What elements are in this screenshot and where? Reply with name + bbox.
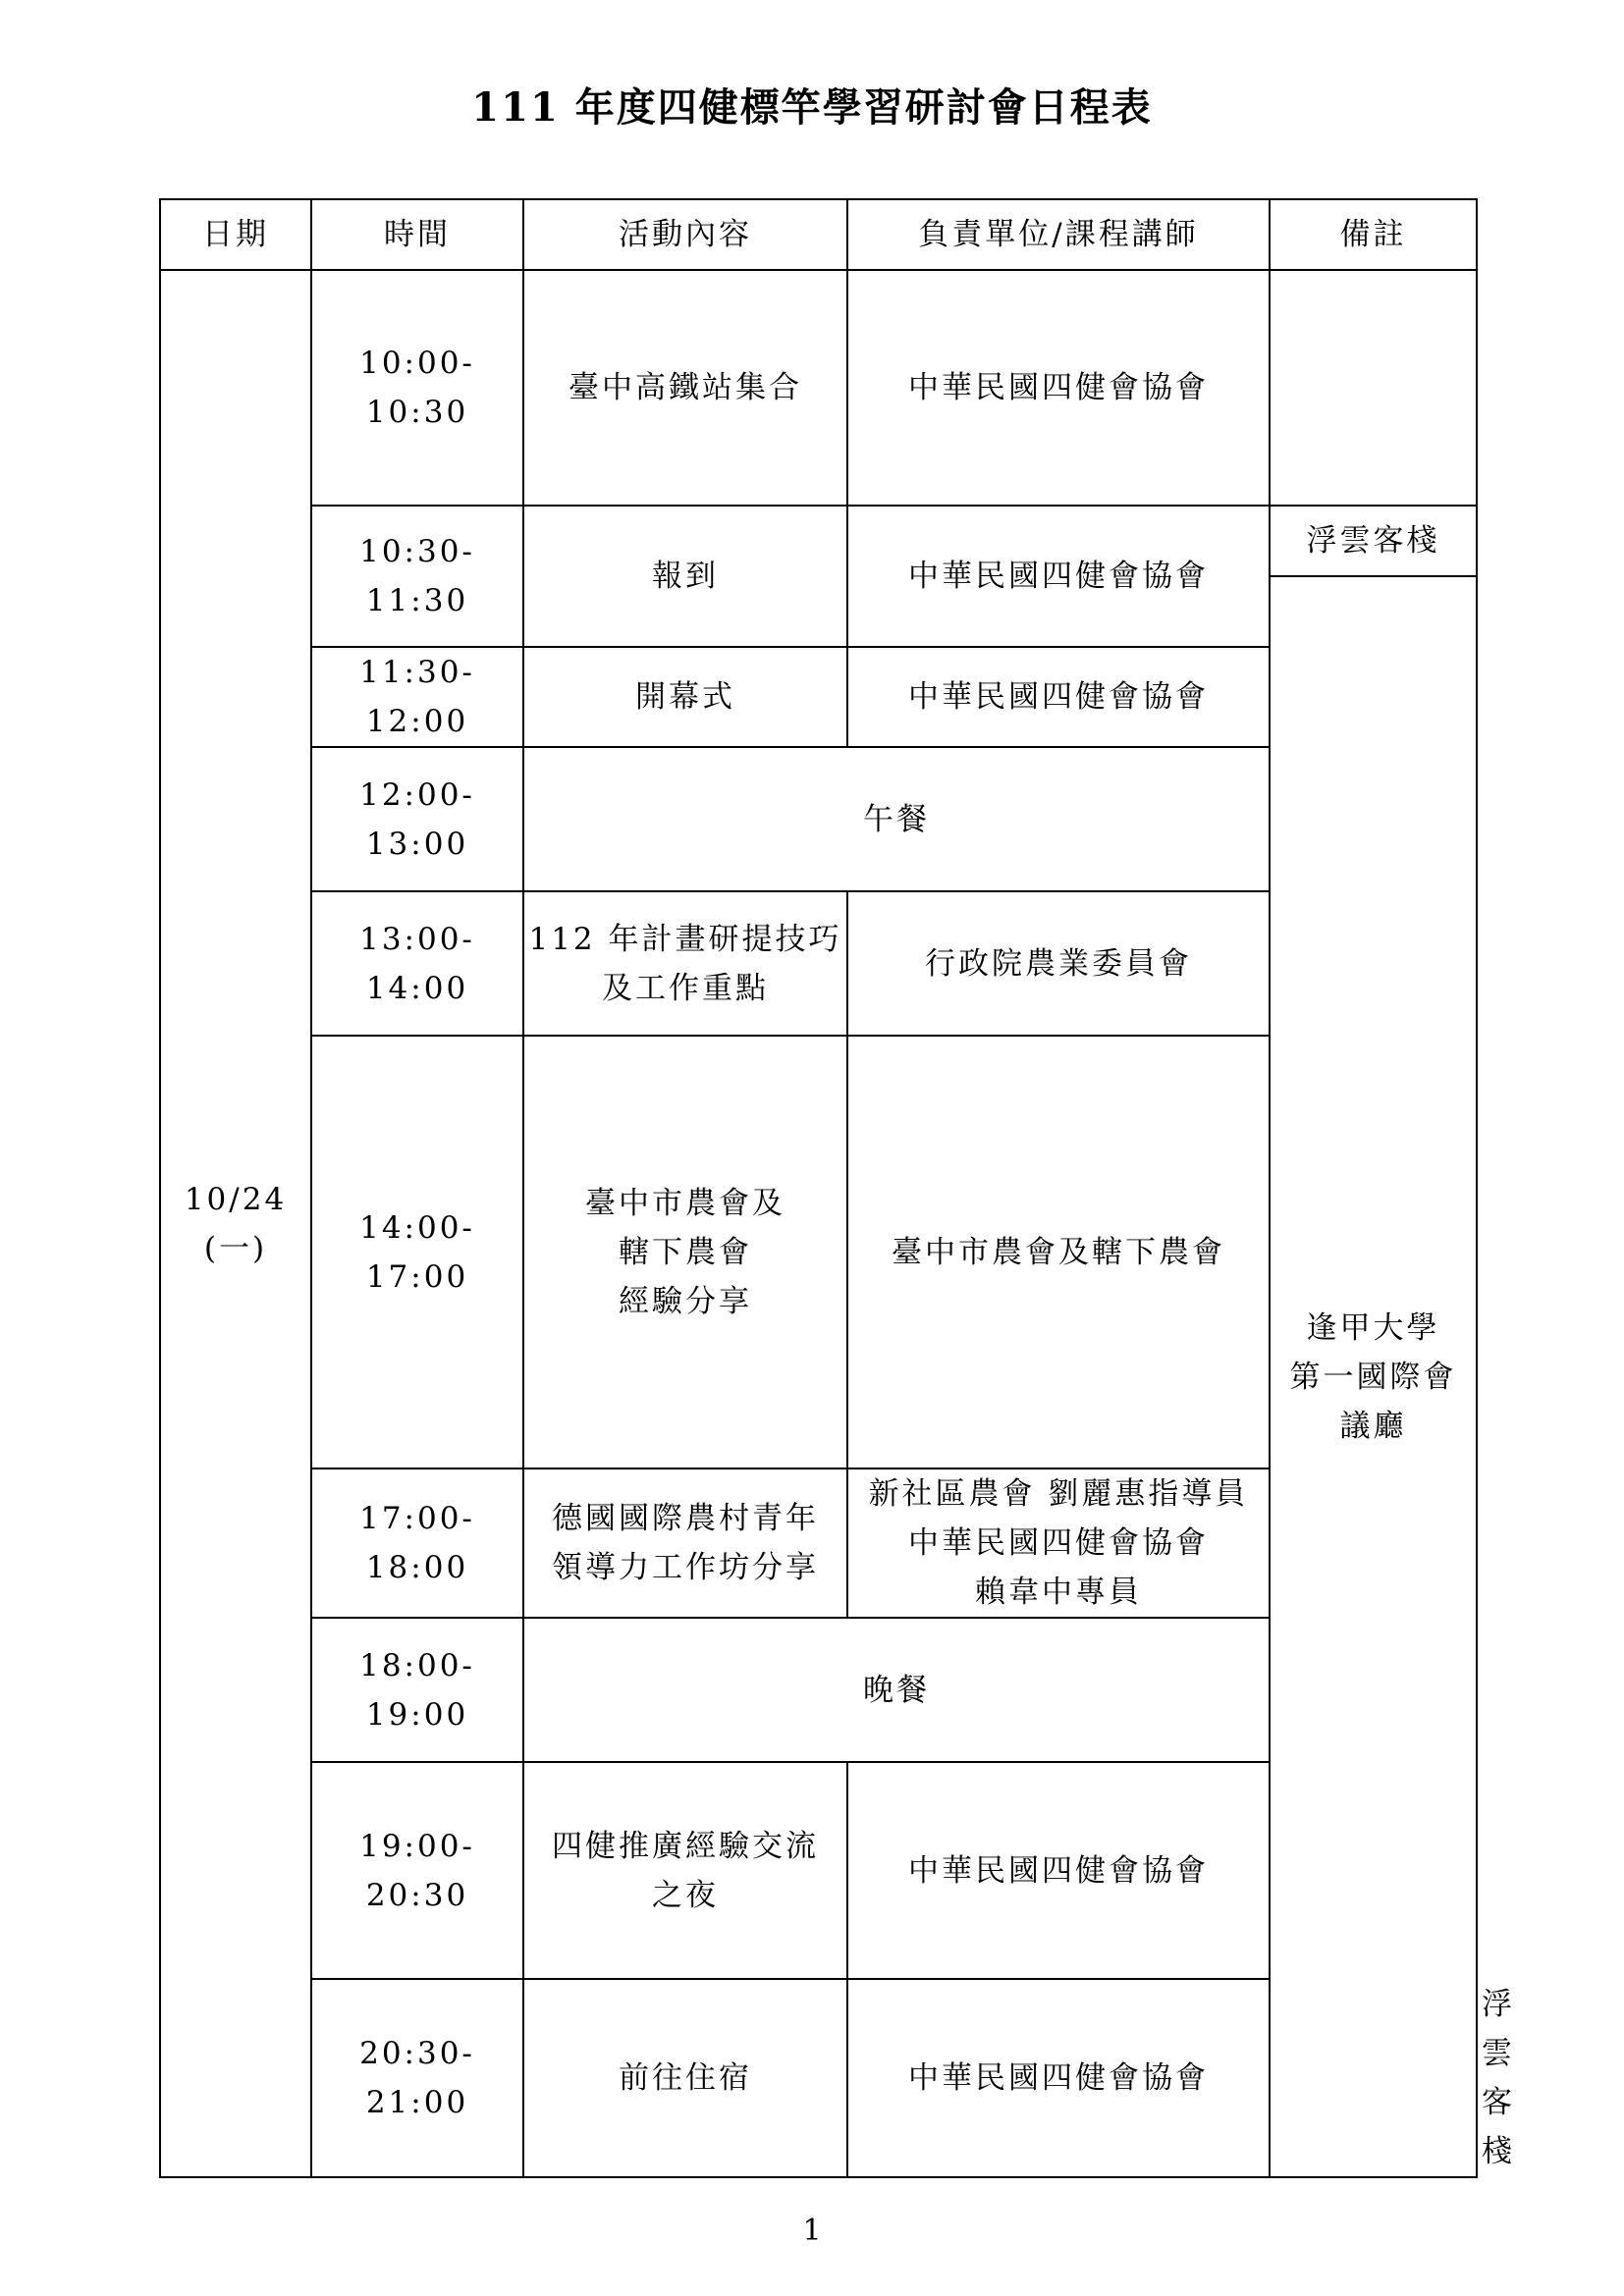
time-cell: 17:00-18:00 bbox=[311, 1468, 523, 1618]
activity-cell: 開幕式 bbox=[523, 647, 847, 747]
time-cell: 13:00-14:00 bbox=[311, 891, 523, 1036]
activity-cell bbox=[523, 1762, 847, 1979]
header-note: 備註 bbox=[1270, 199, 1477, 270]
table-row: 20:30-21:00 前往住宿 中華民國四健會協會 浮雲客棧 bbox=[160, 1979, 1477, 2177]
unit-line: 中華民國四健會協會 bbox=[908, 1525, 1209, 1561]
unit-cell: 行政院農業委員會 bbox=[847, 891, 1270, 1036]
time-cell: 19:00-20:30 bbox=[311, 1762, 523, 1979]
date-cell bbox=[160, 270, 311, 2177]
unit-line: 新社區農會 劉麗惠指導員 bbox=[868, 1476, 1249, 1512]
time-cell: 20:30-21:00 bbox=[311, 1979, 523, 2177]
activity-line: 之夜 bbox=[652, 1877, 719, 1913]
note-lodging-top: 浮雲客棧 bbox=[1270, 506, 1477, 576]
header-activity: 活動內容 bbox=[523, 199, 847, 270]
date-weekday: (一) bbox=[203, 1230, 268, 1266]
venue-line: 第一國際會 bbox=[1289, 1359, 1457, 1395]
table-row bbox=[160, 270, 1477, 506]
activity-cell bbox=[523, 891, 847, 1036]
time-cell: 12:00-13:00 bbox=[311, 747, 523, 891]
time-cell: 18:00-19:00 bbox=[311, 1618, 523, 1762]
unit-cell: 中華民國四健會協會 bbox=[847, 647, 1270, 747]
unit-cell bbox=[847, 1468, 1270, 1618]
activity-line: 領導力工作坊分享 bbox=[552, 1550, 819, 1585]
activity-cell bbox=[523, 1036, 847, 1468]
activity-line: 臺中市農會及 bbox=[585, 1185, 785, 1221]
time-cell: 14:00-17:00 bbox=[311, 1036, 523, 1468]
activity-line: 四健推廣經驗交流 bbox=[552, 1828, 819, 1864]
note-cell-empty bbox=[1270, 270, 1477, 506]
unit-cell: 中華民國四健會協會 bbox=[847, 1762, 1270, 1979]
activity-line: 轄下農會 bbox=[619, 1234, 752, 1270]
header-date: 日期 bbox=[160, 199, 311, 270]
note-venue bbox=[1270, 576, 1477, 2177]
activity-cell bbox=[523, 1468, 847, 1618]
activity-cell: 臺中高鐵站集合 bbox=[523, 270, 847, 506]
activity-cell-merged: 午餐 bbox=[523, 747, 1270, 891]
activity-line: 112 年計畫研提技巧 bbox=[528, 921, 842, 957]
unit-line: 賴韋中專員 bbox=[975, 1575, 1142, 1610]
unit-cell: 中華民國四健會協會 bbox=[847, 270, 1270, 506]
activity-cell-merged: 晚餐 bbox=[523, 1618, 1270, 1762]
time-cell: 10:30-11:30 bbox=[311, 506, 523, 647]
activity-line: 及工作重點 bbox=[602, 970, 769, 1006]
table-header-row bbox=[160, 199, 1477, 270]
time-cell: 11:30-12:00 bbox=[311, 647, 523, 747]
time-cell: 10:00-10:30 bbox=[311, 270, 523, 506]
page-title: 111 年度四健標竿學習研討會日程表 bbox=[471, 84, 1153, 131]
date-day: 10/24 bbox=[184, 1181, 288, 1217]
venue-line: 議廳 bbox=[1339, 1408, 1407, 1444]
venue-line: 逢甲大學 bbox=[1306, 1309, 1440, 1346]
unit-cell: 中華民國四健會協會 bbox=[847, 506, 1270, 647]
activity-cell: 前往住宿 bbox=[523, 1979, 847, 2177]
unit-cell: 臺中市農會及轄下農會 bbox=[847, 1036, 1270, 1468]
activity-line: 經驗分享 bbox=[619, 1283, 752, 1319]
activity-line: 德國國際農村青年 bbox=[552, 1501, 819, 1536]
page-number: 1 bbox=[802, 2214, 822, 2248]
unit-cell: 中華民國四健會協會 bbox=[847, 1979, 1270, 2177]
activity-cell: 報到 bbox=[523, 506, 847, 647]
table-row bbox=[160, 506, 1477, 576]
header-unit: 負責單位/課程講師 bbox=[847, 199, 1270, 270]
header-time: 時間 bbox=[311, 199, 523, 270]
schedule-table bbox=[159, 198, 1515, 2178]
